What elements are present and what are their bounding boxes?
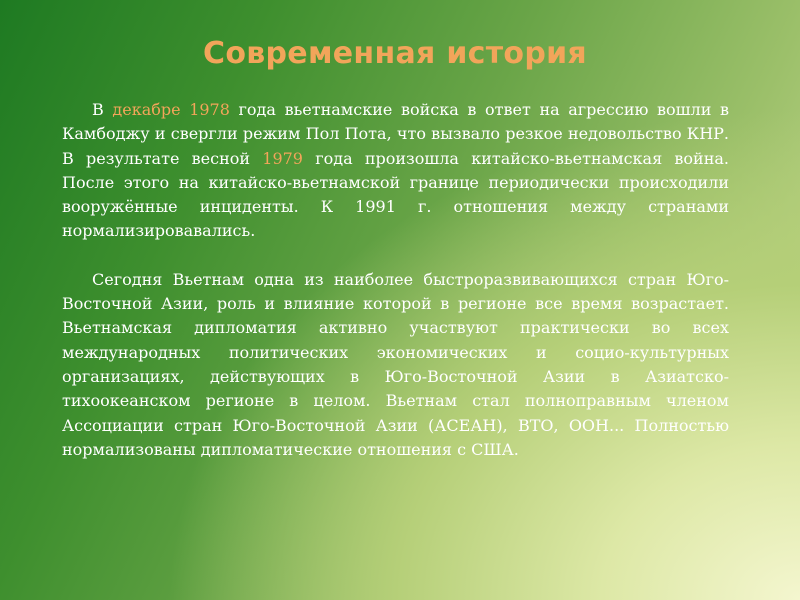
highlight-date-december-1978: декабре 1978	[112, 100, 230, 119]
highlight-year-1979: 1979	[262, 148, 303, 168]
paragraph-1-part-2: года вьетнамские войска в ответ на агрессию вошли в Камбоджу и свергли режим Пол Пота, что вызвало резкое недовольство КНР. В результате весной	[62, 100, 729, 168]
slide-body	[62, 98, 729, 462]
slide-title: Современная история	[203, 36, 587, 71]
paragraph-2: Сегодня Вьетнам одна из наиболее быстроразвивающихся стран Юго-Восточной Азии, роль и влияние которой в регионе все время возрастает. Вьетнамская дипломатия активно участвуют практически во всех международных политических экономических и социо-культурных организациях, действующих в Юго-Восточной Азии в Азиатско-тихоокеанском регионе в целом. Вьетнам стал полноправным членом Ассоциации стран Юго-Восточной Азии (АСЕАН), ВТО, ООН... Полностью нормализованы дипломатические отношения с США.	[62, 269, 729, 459]
paragraph-1	[62, 98, 729, 244]
paragraph-1-part-3: года произошла китайско-вьетнамская война. После этого на китайско-вьетнамской границе периодически происходили вооружённые инциденты. К 1991 г. отношения между странами нормализировавались.	[62, 148, 730, 241]
paragraph-1-part-1: В	[92, 100, 113, 119]
